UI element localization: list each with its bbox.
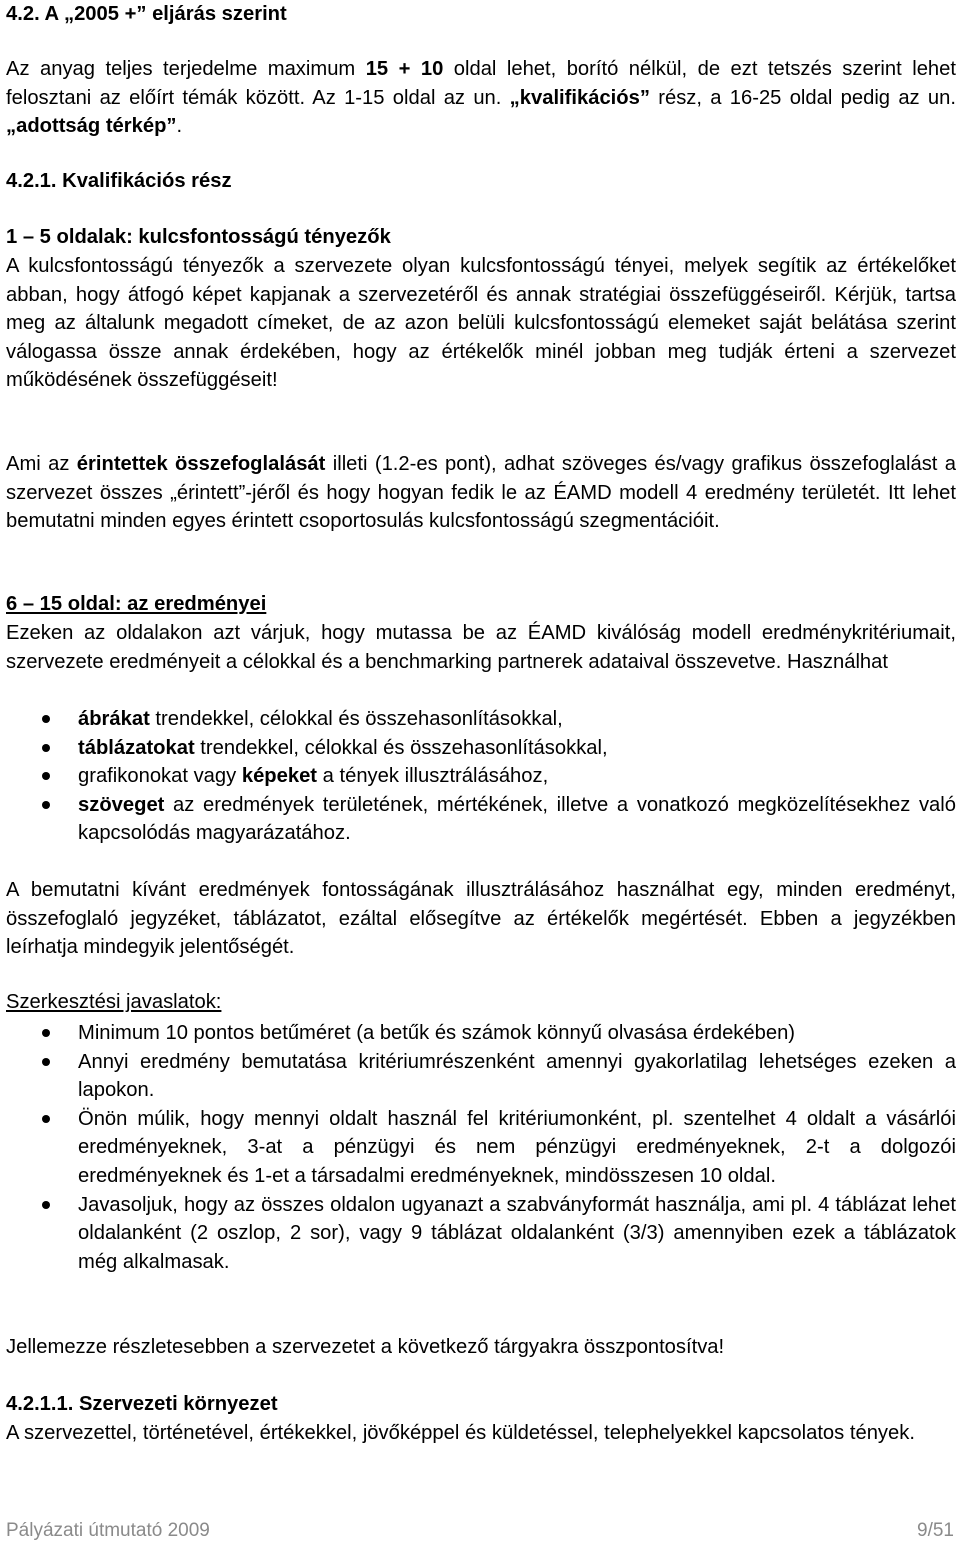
bullet-icon: [42, 744, 50, 752]
results-importance-paragraph: A bemutatni kívánt eredmények fontosságának illusztrálásához használhat egy, minden eredményt, összefoglaló jegyzéket, táblázatot, ezáltal elősegítve az értékelők megértését. Ebben a jegyzékben leírhatja mindegyik jelentőségét.: [6, 879, 956, 959]
list-item: Önön múlik, hogy mennyi oldalt használ fel kritériumonként, pl. szentelhet 4 oldalt a vásárlói eredményeknek, 3-at a pénzügyi és nem pénzügyi eredményeknek, 2-t a dolgozói eredményeknek és 1-et a társadalmi eredményeknek, mindösszesen 10 oldal.: [6, 1105, 956, 1191]
bullet-icon: [42, 772, 50, 780]
list-item: táblázatokat trendekkel, célokkal és összehasonlításokkal,: [6, 734, 956, 763]
bullet-icon: [42, 1058, 50, 1066]
organizational-environment-paragraph: A szervezettel, történetével, értékekkel, jövőképpel és küldetéssel, telephelyekkel kapcsolatos tények.: [6, 1422, 915, 1444]
results-bullet-list: [6, 705, 956, 848]
list-item: ábrákat trendekkel, célokkal és összehasonlításokkal,: [6, 705, 956, 734]
section-heading-4-2: 4.2. A „2005 +” eljárás szerint: [6, 3, 287, 25]
bullet-icon: [42, 1115, 50, 1123]
section-heading-4-2-1-1: 4.2.1.1. Szervezeti környezet: [6, 1393, 278, 1415]
bullet-icon: [42, 801, 50, 809]
bullet-icon: [42, 1029, 50, 1037]
section-heading-4-2-1: 4.2.1. Kvalifikációs rész: [6, 170, 232, 192]
editing-suggestions-list: [6, 1019, 956, 1276]
subsection-title-pages-6-15: 6 – 15 oldal: az eredményei: [6, 593, 267, 615]
list-item: szöveget az eredmények területének, mértékének, illetve a vonatkozó megközelítésekhez való kapcsolódás magyarázatához.: [6, 791, 956, 848]
footer-page-number: 9/51: [917, 1520, 954, 1541]
stakeholders-paragraph: Ami az érintettek összefoglalását illeti (1.2-es pont), adhat szöveges és/vagy grafikus összefoglalást a szervezet összes „érintett”-jéről és hogy hogyan fedik le az ÉAMD modell 4 eredmény területét. Itt lehet bemutatni minden egyes érintett csoportosulás kulcsfontosságú szegmentációit.: [6, 453, 956, 533]
results-paragraph: Ezeken az oldalakon azt várjuk, hogy mutassa be az ÉAMD kiválóság modell eredménykritériumait, szervezete eredményeit a célokkal és a benchmarking partnerek adataival összevetve. Használhat: [6, 622, 956, 673]
bullet-icon: [42, 715, 50, 723]
characterize-instruction: Jellemezze részletesebben a szervezetet a következő tárgyakra összpontosítva!: [6, 1336, 725, 1358]
key-factors-paragraph: A kulcsfontosságú tényezők a szervezete olyan kulcsfontosságú tényei, melyek segítik az értékelőket abban, hogy átfogó képet kapjanak a szervezetéről és annak stratégiai összefüggéseiről. Kérjük, tartsa meg az általunk megadott címeket, de az azon belüli kulcsfontosságú elemeket saját belátása szerint válogassa össze annak érdekében, hogy az értékelők minél jobban meg tudják érteni a szervezet működésének összefüggéseit!: [6, 255, 956, 392]
list-item: Annyi eredmény bemutatása kritériumrészenként amennyi gyakorlatilag lehetséges ezeken a lapokon.: [6, 1048, 956, 1105]
bullet-icon: [42, 1201, 50, 1209]
list-item: grafikonokat vagy képeket a tények illusztrálásához,: [6, 762, 956, 791]
intro-paragraph: Az anyag teljes terjedelme maximum 15 + 10 oldal lehet, borító nélkül, de ezt tetszés szerint lehet felosztani az előírt témák között. Az 1-15 oldal az un. „kvalifikációs” rész, a 16-25 oldal pedig az un. „adottság térkép”.: [6, 58, 956, 138]
editing-suggestions-title: Szerkesztési javaslatok:: [6, 991, 222, 1013]
footer-document-title: Pályázati útmutató 2009: [6, 1520, 210, 1541]
list-item: Minimum 10 pontos betűméret (a betűk és számok könnyű olvasása érdekében): [6, 1019, 956, 1048]
subsection-title-pages-1-5: 1 – 5 oldalak: kulcsfontosságú tényezők: [6, 226, 391, 248]
list-item: Javasoljuk, hogy az összes oldalon ugyanazt a szabványformát használja, ami pl. 4 táblázat lehet oldalanként (2 oszlop, 2 sor), vagy 9 táblázat oldalanként (3/3) amennyiben ezek a táblázatok még alkalmasak.: [6, 1191, 956, 1277]
